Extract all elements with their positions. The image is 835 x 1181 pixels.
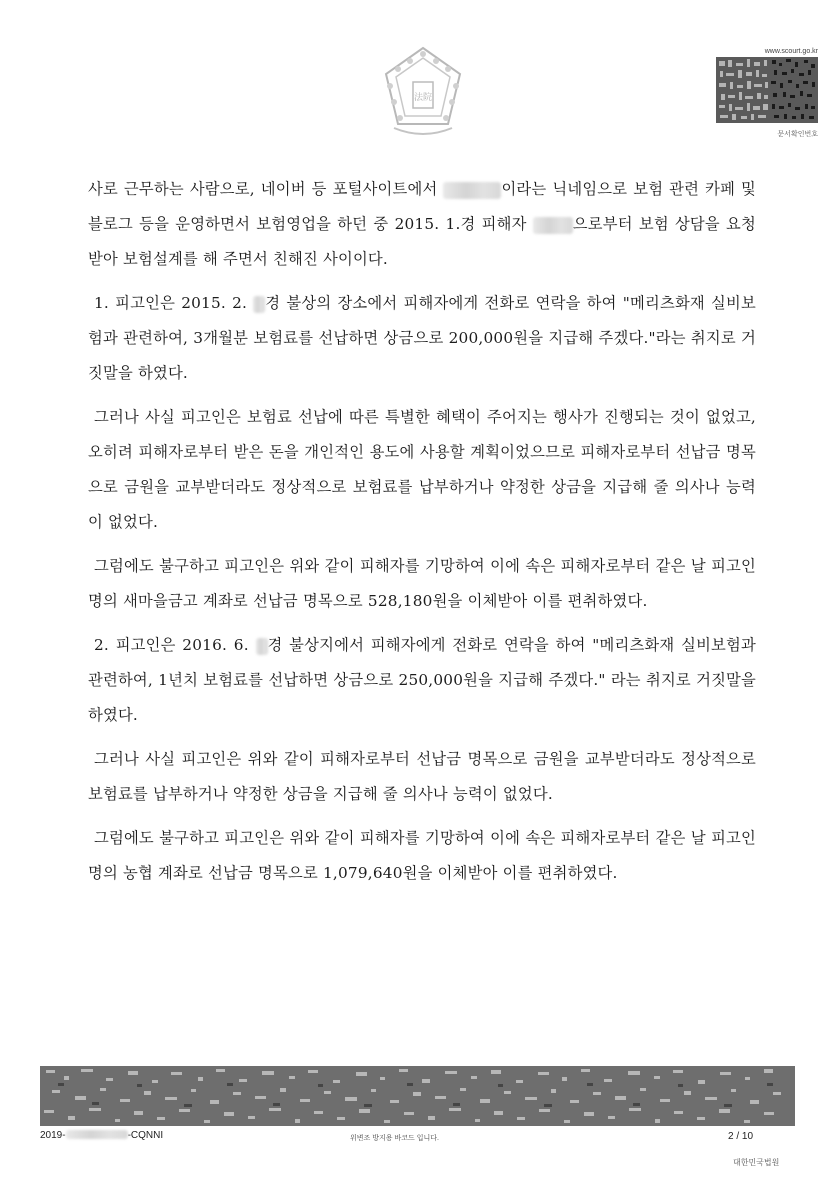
- anti-forgery-note: 위변조 방지용 바코드 입니다.: [350, 1135, 439, 1142]
- paragraph-count-1-result: 그럼에도 불구하고 피고인은 위와 같이 피해자를 기망하여 이에 속은 피해자로부터 같은 날 피고인 명의 새마을금고 계좌로 선납금 명목으로 528,180원을 이체받아 이를 편취하였다.: [88, 557, 756, 610]
- barcode-caption: 문서확인번호: [777, 131, 818, 138]
- document-body: [88, 172, 756, 900]
- qr-barcode: [716, 57, 818, 123]
- paragraph-count-1: 1. 피고인은 2015. 2. 경 불상의 장소에서 피해자에게 전화로 연락을 하여 "메리츠화재 실비보험과 관련하여, 3개월분 보험료를 선납하면 상금으로 200,000원을 지급해 주겠다."라는 취지로 거짓말을 하였다.: [88, 294, 756, 382]
- redacted-doc-number: [66, 1130, 128, 1139]
- court-name: 대한민국법원: [733, 1158, 780, 1167]
- paragraph-count-2-result: 그럼에도 불구하고 피고인은 위와 같이 피해자를 기망하여 이에 속은 피해자로부터 같은 날 피고인 명의 농협 계좌로 선납금 명목으로 1,079,640원을 이체받아 이를 편취하였다.: [88, 829, 756, 882]
- paragraph-count-1-fact: 그러나 사실 피고인은 보험료 선납에 따른 특별한 혜택이 주어지는 행사가 진행되는 것이 없었고, 오히려 피해자로부터 받은 돈을 개인적인 용도에 사용할 계획이었으므로 피해자로부터 선납금 명목으로 금원을 교부받더라도 정상적으로 보험료를 납부하거나 약정한 상금을 지급해 줄 의사나 능력이 없었다.: [88, 408, 756, 531]
- site-url: www.scourt.go.kr: [764, 48, 818, 55]
- redacted-victim-name: [533, 217, 573, 234]
- redacted-date: [256, 638, 268, 655]
- anti-forgery-barcode: [40, 1066, 795, 1126]
- paragraph-intro: 사로 근무하는 사람으로, 네이버 등 포털사이트에서 이라는 닉네임으로 보험 관련 카페 및 블로그 등을 운영하면서 보험영업을 하던 중 2015. 1.경 피해자 으로부터 보험 상담을 요청받아 보험설계를 해 주면서 친해진 사이이다.: [88, 180, 757, 268]
- svg-text:法院: 法院: [413, 93, 433, 103]
- document-barcode-block: [716, 48, 818, 139]
- page-number: 2 / 10: [728, 1131, 754, 1142]
- redacted-nickname: [443, 182, 501, 199]
- paragraph-count-2-fact: 그러나 사실 피고인은 위와 같이 피해자로부터 선납금 명목으로 금원을 교부받더라도 정상적으로 보험료를 납부하거나 약정한 상금을 지급해 줄 의사나 능력이 없었다.: [88, 750, 756, 803]
- document-id: 2019- -CQNNI: [40, 1130, 164, 1141]
- court-emblem: [380, 44, 466, 140]
- redacted-date: [253, 296, 265, 313]
- paragraph-count-2: 2. 피고인은 2016. 6. 경 불상지에서 피해자에게 전화로 연락을 하여 "메리츠화재 실비보험과 관련하여, 1년치 보험료를 선납하면 상금으로 250,000원을 지급해 주겠다." 라는 취지로 거짓말을 하였다.: [88, 636, 756, 724]
